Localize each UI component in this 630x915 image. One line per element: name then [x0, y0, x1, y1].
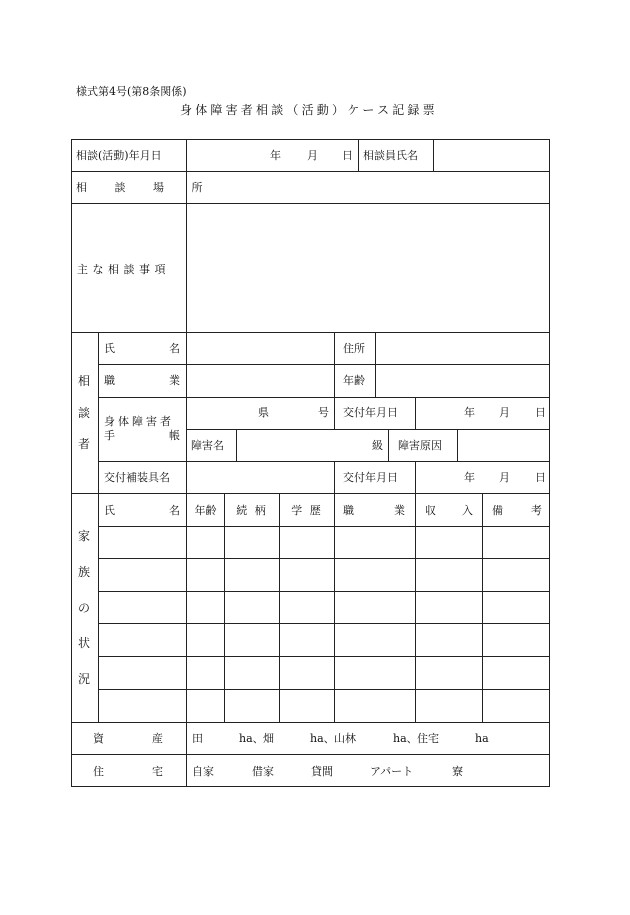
- occupation-label: 職 業: [104, 374, 180, 387]
- handbook-year-unit: 年: [464, 406, 475, 419]
- housing-label: 住 宅: [93, 765, 163, 778]
- assets-unit-ha: ha: [475, 732, 489, 745]
- disability-name-field[interactable]: [237, 430, 367, 461]
- assets-residential: 住宅: [417, 732, 439, 745]
- form-number: 様式第4号(第8条関係): [76, 85, 187, 98]
- family-col-age: 年齢: [194, 504, 217, 517]
- address-field[interactable]: [376, 333, 549, 364]
- handbook-month-unit: 月: [499, 406, 510, 419]
- consultation-date-field[interactable]: [187, 140, 267, 171]
- consultant-name-field[interactable]: [187, 333, 334, 364]
- handbook-day-unit: 日: [535, 406, 546, 419]
- family-side-label: [78, 527, 90, 687]
- family-side-char: 状: [78, 636, 91, 651]
- family-col-education: 学 歴: [291, 504, 323, 517]
- family-col-remarks: 備 考: [492, 504, 542, 517]
- family-table-row[interactable]: [99, 624, 549, 656]
- device-day-unit: 日: [535, 471, 546, 484]
- assets-label: 資 産: [93, 732, 163, 745]
- number-unit: 号: [318, 406, 329, 419]
- main-matters-label: 主な相談事項: [77, 263, 170, 276]
- family-table-row[interactable]: [99, 527, 549, 558]
- device-issue-date-label: 交付年月日: [343, 471, 398, 484]
- consultant-side-label: [78, 372, 90, 452]
- device-year-unit: 年: [464, 471, 475, 484]
- main-matters-field[interactable]: [187, 204, 549, 332]
- family-side-char: の: [78, 600, 91, 615]
- consultation-place-field[interactable]: [187, 172, 549, 203]
- family-col-relation: 続 柄: [236, 504, 268, 517]
- consultation-date-label: 相談(活動)年月日: [76, 149, 162, 162]
- assets-rice-field: 田: [192, 732, 203, 745]
- counselor-name-label: 相談員氏名: [363, 149, 418, 162]
- assistive-device-field[interactable]: [187, 462, 334, 493]
- housing-option-own[interactable]: 自家: [192, 765, 214, 778]
- assistive-device-label: 交付補装具名: [104, 471, 170, 484]
- consultant-side-char: 相: [78, 374, 91, 388]
- family-col-income: 収 入: [425, 504, 473, 517]
- family-table-row[interactable]: [99, 592, 549, 623]
- family-table-row[interactable]: [99, 657, 549, 689]
- housing-option-rented-room[interactable]: 貸間: [311, 765, 333, 778]
- assets-unit-ha: ha、: [310, 732, 335, 745]
- device-month-unit: 月: [499, 471, 510, 484]
- housing-option-dormitory[interactable]: 寮: [452, 765, 463, 778]
- date-year-unit: 年: [270, 149, 281, 162]
- assets-field: 畑: [263, 732, 274, 745]
- handbook-number-field[interactable]: [187, 398, 334, 429]
- consultation-place-label: 相 談 場 所: [76, 181, 215, 194]
- disability-cause-field[interactable]: [458, 430, 549, 461]
- counselor-name-field[interactable]: [434, 140, 549, 171]
- family-side-char: 族: [78, 564, 91, 579]
- age-label: 年齢: [343, 374, 365, 387]
- device-issue-date-field[interactable]: [416, 462, 461, 493]
- housing-option-rented-house[interactable]: 借家: [252, 765, 274, 778]
- family-side-char: 家: [78, 529, 91, 543]
- family-table-row[interactable]: [99, 690, 549, 722]
- handbook-issue-date-label: 交付年月日: [343, 406, 398, 419]
- handbook-label-line2: 手 帳: [104, 429, 180, 442]
- prefecture-unit: 県: [258, 406, 269, 419]
- disability-name-label: 障害名: [191, 439, 224, 452]
- consultant-name-label: 氏 名: [104, 342, 180, 355]
- grade-unit: 級: [372, 439, 383, 452]
- age-field[interactable]: [376, 365, 549, 397]
- handbook-issue-date-field[interactable]: [416, 398, 461, 429]
- family-col-occupation: 職 業: [343, 504, 405, 517]
- address-label: 住所: [343, 342, 365, 355]
- assets-unit-ha: ha、: [393, 732, 418, 745]
- assets-forest: 山林: [334, 732, 356, 745]
- date-month-unit: 月: [307, 149, 318, 162]
- occupation-field[interactable]: [187, 365, 334, 397]
- disability-cause-label: 障害原因: [398, 439, 442, 452]
- date-day-unit: 日: [342, 149, 353, 162]
- consultant-side-char: 者: [78, 437, 91, 451]
- housing-option-apartment[interactable]: アパート: [370, 765, 414, 778]
- family-table-row[interactable]: [99, 559, 549, 591]
- handbook-label-line1: 身体障害者: [104, 415, 174, 428]
- consultant-side-char: 談: [78, 405, 91, 420]
- family-side-char: 況: [78, 672, 91, 686]
- family-col-name: 氏 名: [104, 504, 180, 517]
- assets-unit-ha: ha、: [239, 732, 264, 745]
- form-title: 身体障害者相談（活動）ケース記録票: [180, 103, 438, 117]
